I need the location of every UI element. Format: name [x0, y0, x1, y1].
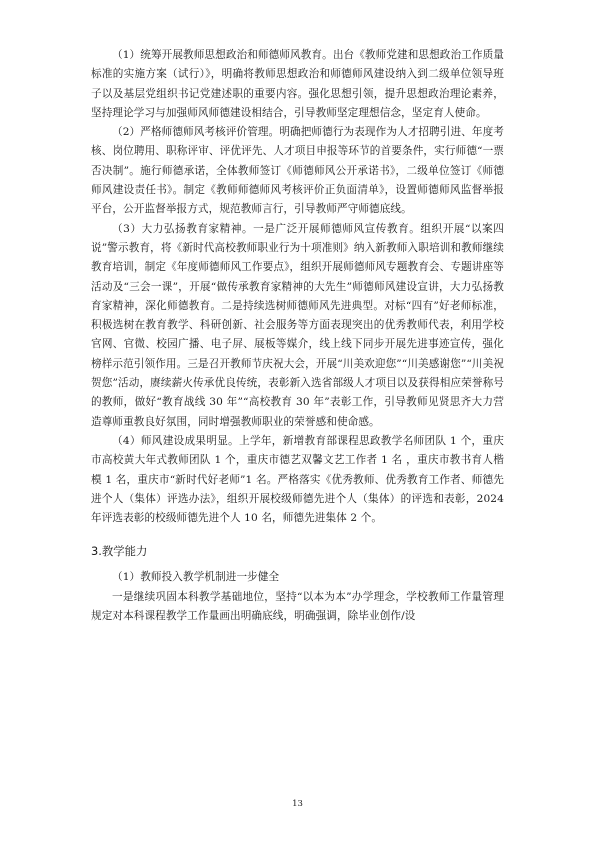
page-number: 13 [292, 799, 303, 809]
paragraph-ethics-achievements: （4）师风建设成果明显。上学年，新增教育部课程思政教学名师团队 1 个，重庆市高校黄大年式教师团队 1 个，重庆市德艺双馨文艺工作者 1 名 ，重庆市教书育人楷模 1 名，重庆市“新时代好老师”1 名。严格落实《优秀教师、优秀教育工作者、师德先进个人（集体）评选办法》，组织开展校级师德先进个人（集体）的评选和表彰，2024 年评选表彰的校级师德先进个人 10 名，师德先进集体 2 个。 [91, 434, 504, 525]
paragraph-educator-spirit: （3）大力弘扬教育家精神。一是广泛开展师德师风宣传教育。组织开展“以案四说”警示教育，将《新时代高校教师职业行为十项准则》纳入新教师入职培训和教师继续教育培训，制定《年度师德师风工作要点》，组织开展师德师风专题教育会、专题讲座等活动及“三会一课”，开展“做传承教育家精神的大先生”师德师风建设宣讲，大力弘扬教育家精神，深化师德教育。二是持续选树师德师风先进典型。对标“四有”好老师标准，积极选树在教育教学、科研创新、社会服务等方面表现突出的优秀教师代表，利用学校官网、官微、校园广播、电子屏、展板等媒介，线上线下同步开展先进事迹宣传，强化榜样示范引领作用。三是召开教师节庆祝大会，开展“川美欢迎您”“川美感谢您”“川美祝贺您”活动，赓续薪火传承优良传统，表彰新入选省部级人才项目以及获得相应荣誉称号的教师，做好“教育战线 30 年”“高校教育 30 年”表彰工作，引导教师见贤思齐大力营造尊师重教良好氛围，同时增强教师职业的荣誉感和使命感。 [91, 222, 504, 428]
paragraph-teaching-foundation: 一是继续巩固本科教学基础地位，坚持“以本为本”办学理念，学校教师工作量管理规定对本科课程教学工作量画出明确底线，明确强调，除毕业创作/设 [91, 590, 504, 623]
subsection-heading-teaching-mechanism: （1）教师投入教学机制进一步健全 [112, 571, 280, 584]
paragraph-ethics-assessment: （2）严格师德师风考核评价管理。明确把师德行为表现作为人才招聘引进、年度考核、岗位聘用、职称评审、评优评先、人才项目申报等环节的首要条件，实行师德“一票否决制”。施行师德承诺，全体教师签订《师德师风公开承诺书》，二级单位签订《师德师风建设责任书》。制定《教师师德师风考核评价正负面清单》，设置师德师风监督举报平台，公开监督举报方式，规范教师言行，引导教师严守师德底线。 [91, 126, 504, 216]
document-body [91, 46, 504, 626]
paragraph-ideology-education: （1）统筹开展教师思想政治和师德师风教育。出台《教师党建和思想政治工作质量标准的实施方案（试行）》，明确将教师思想政治和师德师风建设纳入到二级单位领导班子以及基层党组织书记党建述职的重要内容。强化思想引领，提升思想政治理论素养，坚持理论学习与加强师风师德建设相结合，引导教师坚定理想信念，坚定育人使命。 [91, 49, 504, 119]
section-heading-teaching-ability: 3.教学能力 [91, 544, 148, 559]
